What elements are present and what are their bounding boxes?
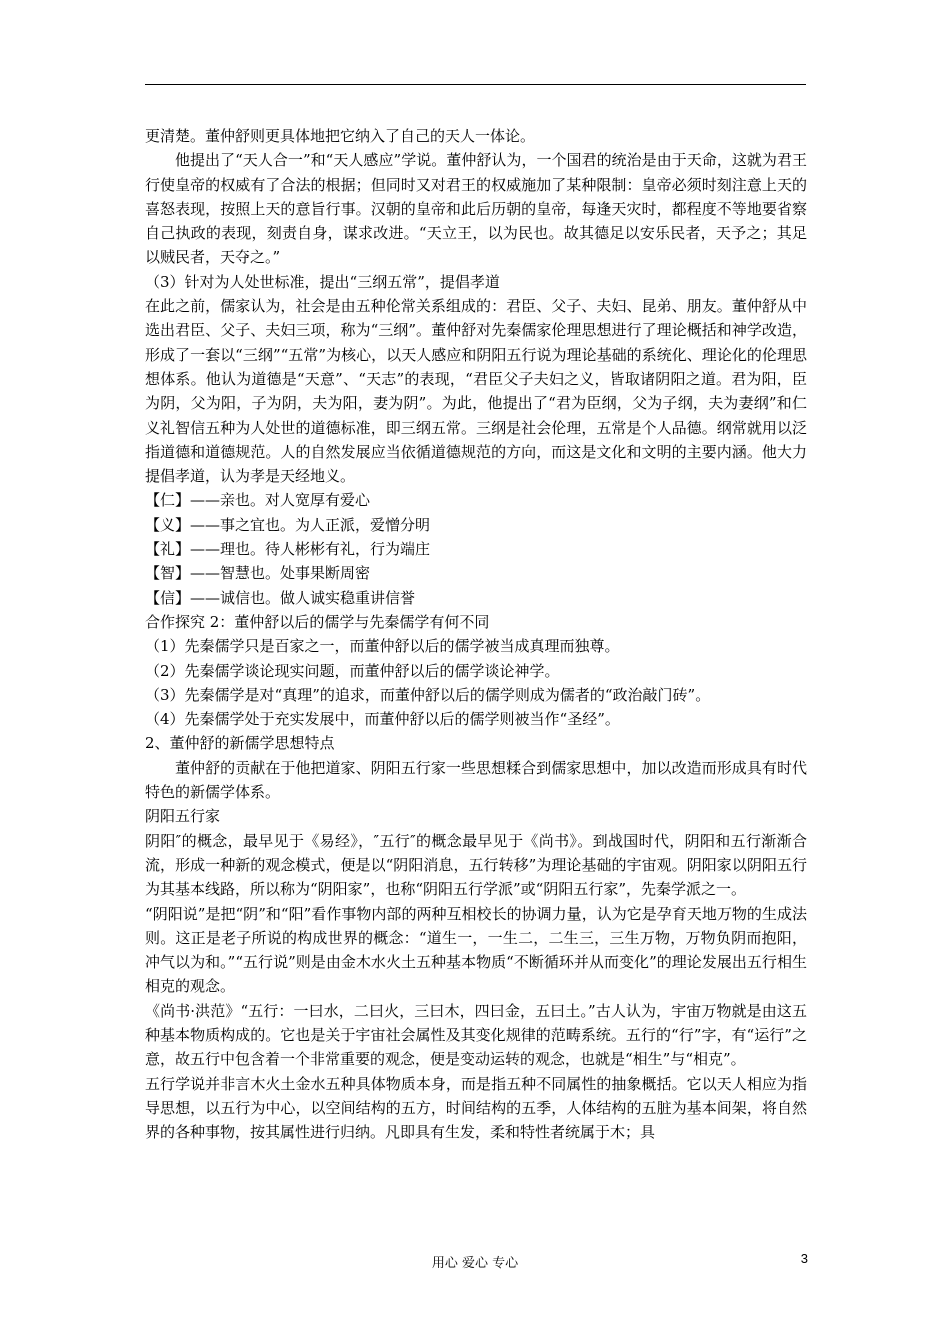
virtue-item-ren: 【仁】——亲也。对人宽厚有爱心	[145, 491, 371, 510]
paragraph: 《尚书·洪范》“五行：一曰水，二曰火，三曰木，四曰金，五曰土。”古人认为，宇宙万物就是由这五种基本物质构成的。它也是关于宇宙社会属性及其变化规律的范畴系统。五行的“行”字，有“运行”之意，故五行中包含着一个非常重要的观念，便是变动运转的观念，也就是“相生”与“相克”。	[145, 1001, 807, 1069]
section-heading: （3）针对为人处世标准，提出“三纲五常”，提倡孝道	[145, 272, 500, 291]
page-number: 3	[800, 1251, 808, 1266]
paragraph: 他提出了“天人合一”和“天人感应”学说。董仲舒认为，一个国君的统治是由于天命，这就为君王行使皇帝的权威有了合法的根据；但同时又对君王的权威施加了某种限制：皇帝必须时刻注意上天的喜怒表现，按照上天的意旨行事。汉朝的皇帝和此后历朝的皇帝，每逢天灾时，都程度不等地要省察自己执政的表现，刻责自身，谋求改进。“天立王，以为民也。故其德足以安乐民者，天予之；其足以贼民者，天夺之。”	[145, 151, 807, 267]
paragraph: 五行学说并非言木火土金水五种具体物质本身，而是指五种不同属性的抽象概括。它以天人相应为指导思想，以五行为中心，以空间结构的五方，时间结构的五季，人体结构的五脏为基本间架，将自然界的各种事物，按其属性进行归纳。凡即具有生发，柔和特性者统属于木；具	[145, 1074, 807, 1142]
virtue-item-yi: 【义】——事之宜也。为人正派，爱憎分明	[145, 515, 431, 534]
page-footer: 用心 爱心 专心	[431, 1256, 519, 1271]
header-rule	[145, 84, 806, 85]
paragraph: 在此之前，儒家认为，社会是由五种伦常关系组成的：君臣、父子、夫妇、昆弟、朋友。董仲舒从中选出君臣、父子、夫妇三项，称为“三纲”。董仲舒对先秦儒家伦理思想进行了理论概括和神学改造，形成了一套以“三纲”“五常”为核心，以天人感应和阴阳五行说为理论基础的系统化、理论化的伦理思想体系。他认为道德是“天意”、“天志”的表现，“君臣父子夫妇之义，皆取诸阴阳之道。君为阳，臣为阴，父为阳，子为阴，夫为阳，妻为阴”。为此，他提出了“君为臣纲，父为子纲，夫为妻纲”和仁义礼智信五种为人处世的道德标准，即三纲五常。三纲是社会伦理，五常是个人品德。纲常就用以泛指道德和道德规范。人的自然发展应当依循道德规范的方向，而这是文化和文明的主要内涵。他大力提倡孝道，认为孝是天经地义。	[145, 297, 807, 486]
list-item: （2）先秦儒学谈论现实问题，而董仲舒以后的儒学谈论神学。	[145, 661, 560, 680]
paragraph: “阴阳说”是把“阴”和“阳”看作事物内部的两种互相校长的协调力量，认为它是孕育天地万物的生成法则。这正是老子所说的构成世界的概念：“道生一，一生二，二生三，三生万物，万物负阴而抱阳，冲气以为和。”“五行说”则是由金木水火土五种基本物质“不断循环并从而变化”的理论发展出五行相生相克的观念。	[145, 904, 807, 996]
virtue-item-zhi: 【智】——智慧也。处事果断周密	[145, 564, 371, 583]
list-item: （3）先秦儒学是对“真理”的追求，而董仲舒以后的儒学则成为儒者的“政治敲门砖”。	[145, 685, 711, 704]
page-body	[145, 124, 807, 1144]
virtue-item-xin: 【信】——诚信也。做人诚实稳重讲信誉	[145, 588, 416, 607]
list-item: （1）先秦儒学只是百家之一，而董仲舒以后的儒学被当成真理而独尊。	[145, 637, 620, 656]
section-heading: 合作探究 2：董仲舒以后的儒学与先秦儒学有何不同	[145, 612, 490, 631]
section-heading: 阴阳五行家	[145, 807, 221, 826]
paragraph: 更清楚。董仲舒则更具体地把它纳入了自己的天人一体论。	[145, 127, 536, 145]
paragraph: 阴阳″的概念，最早见于《易经》，″五行″的概念最早见于《尚书》。到战国时代，阴阳和五行渐渐合流，形成一种新的观念模式，便是以“阴阳消息，五行转移”为理论基础的宇宙观。阴阳家以阴阳五行为其基本线路，所以称为“阴阳家”，也称“阴阳五行学派”或“阴阳五行家”，先秦学派之一。	[145, 831, 807, 899]
virtue-item-li: 【礼】——理也。待人彬彬有礼，行为端庄	[145, 540, 431, 559]
list-item: （4）先秦儒学处于充实发展中，而董仲舒以后的儒学则被当作“圣经”。	[145, 710, 620, 729]
section-heading: 2、董仲舒的新儒学思想特点	[145, 734, 335, 753]
paragraph: 董仲舒的贡献在于他把道家、阴阳五行家一些思想糅合到儒家思想中，加以改造而形成具有时代特色的新儒学体系。	[145, 758, 807, 802]
